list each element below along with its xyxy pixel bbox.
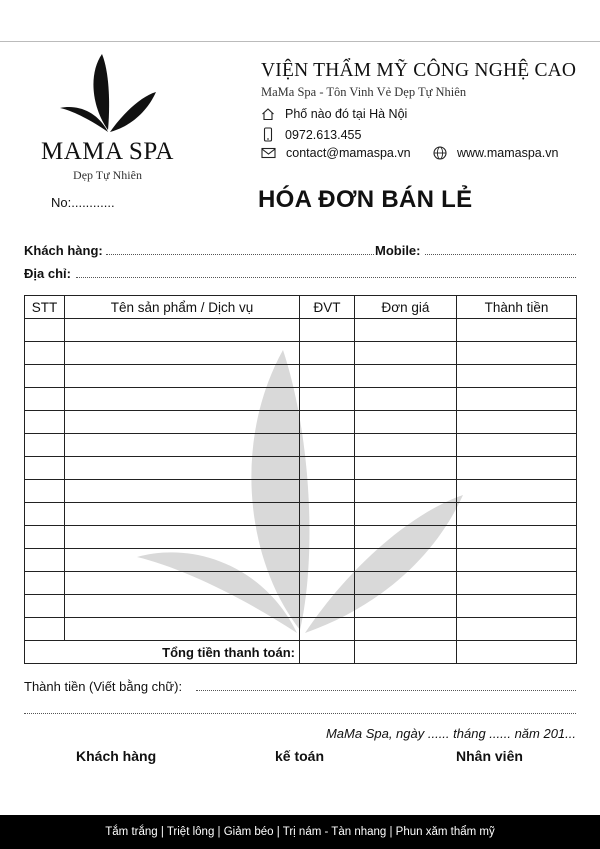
mobile-phone-icon xyxy=(261,127,275,142)
table-cell xyxy=(65,365,300,388)
table-cell xyxy=(457,595,577,618)
table-cell xyxy=(25,411,65,434)
signature-staff: Nhân viên xyxy=(456,748,523,764)
institute-title: VIỆN THẨM MỸ CÔNG NGHỆ CAO xyxy=(261,60,577,81)
services-list: Tắm trắng | Triệt lông | Giảm béo | Trị nám - Tàn nhang | Phun xăm thẩm mỹ xyxy=(105,826,495,838)
table-cell xyxy=(457,618,577,641)
table-row xyxy=(25,342,577,365)
table-cell xyxy=(457,526,577,549)
table-cell xyxy=(355,342,457,365)
table-cell xyxy=(65,549,300,572)
table-row xyxy=(25,503,577,526)
table-cell xyxy=(355,411,457,434)
table-cell xyxy=(25,365,65,388)
table-cell xyxy=(457,411,577,434)
table-cell xyxy=(25,549,65,572)
signature-customer: Khách hàng xyxy=(76,748,157,764)
services-footer-bar xyxy=(0,815,600,849)
table-cell xyxy=(65,388,300,411)
table-row xyxy=(25,480,577,503)
envelope-icon xyxy=(261,147,276,159)
table-row xyxy=(25,595,577,618)
table-cell xyxy=(25,503,65,526)
table-cell xyxy=(65,319,300,342)
table-cell xyxy=(355,434,457,457)
table-cell xyxy=(65,411,300,434)
table-cell xyxy=(457,457,577,480)
signature-accountant: kế toán xyxy=(275,748,325,764)
table-cell xyxy=(355,595,457,618)
column-header: Thành tiền xyxy=(457,296,577,319)
table-cell xyxy=(25,526,65,549)
table-cell xyxy=(457,342,577,365)
table-cell xyxy=(355,549,457,572)
table-cell xyxy=(457,434,577,457)
website-text: www.mamaspa.vn xyxy=(457,146,559,160)
table-row xyxy=(25,549,577,572)
home-icon xyxy=(261,107,275,121)
items-table xyxy=(24,295,577,664)
table-row xyxy=(25,388,577,411)
table-cell xyxy=(65,457,300,480)
table-cell xyxy=(457,503,577,526)
table-cell xyxy=(355,503,457,526)
table-cell xyxy=(355,319,457,342)
brand-name: MAMA SPA xyxy=(40,138,174,165)
table-cell xyxy=(457,480,577,503)
total-cell xyxy=(300,641,355,664)
table-cell xyxy=(300,480,355,503)
mobile-label: Mobile: xyxy=(375,243,421,258)
table-cell xyxy=(355,457,457,480)
table-cell xyxy=(65,526,300,549)
table-cell xyxy=(65,434,300,457)
table-cell xyxy=(300,526,355,549)
table-cell xyxy=(300,388,355,411)
globe-icon xyxy=(433,146,447,160)
table-cell xyxy=(25,319,65,342)
table-cell xyxy=(25,572,65,595)
table-cell xyxy=(300,365,355,388)
table-cell xyxy=(457,365,577,388)
table-cell xyxy=(355,572,457,595)
contact-phone xyxy=(261,127,361,142)
lotus-logo-icon xyxy=(58,52,158,138)
table-cell xyxy=(355,618,457,641)
table-cell xyxy=(457,549,577,572)
table-header-row xyxy=(25,296,577,319)
table-row xyxy=(25,319,577,342)
mobile-fill-line xyxy=(425,254,576,255)
table-cell xyxy=(457,572,577,595)
contact-address xyxy=(261,107,407,121)
address-label: Địa chỉ: xyxy=(24,266,71,281)
table-cell xyxy=(25,480,65,503)
table-cell xyxy=(65,480,300,503)
table-cell xyxy=(300,572,355,595)
amount-in-words-line-2 xyxy=(24,713,576,714)
total-cell xyxy=(457,641,577,664)
table-cell xyxy=(65,572,300,595)
table-cell xyxy=(355,365,457,388)
table-cell xyxy=(300,595,355,618)
email-text: contact@mamaspa.vn xyxy=(286,146,411,160)
invoice-number: No:............ xyxy=(51,195,115,210)
table-cell xyxy=(25,342,65,365)
table-cell xyxy=(355,526,457,549)
total-row xyxy=(25,641,577,664)
table-cell xyxy=(65,503,300,526)
table-cell xyxy=(457,388,577,411)
table-cell xyxy=(300,618,355,641)
table-cell xyxy=(25,457,65,480)
brand-tagline: Dẹp Tự Nhiên xyxy=(73,168,142,182)
amount-in-words-line xyxy=(196,690,576,691)
customer-label: Khách hàng: xyxy=(24,243,103,258)
table-cell xyxy=(300,434,355,457)
address-text: Phố nào đó tại Hà Nội xyxy=(285,107,408,121)
institute-slogan: MaMa Spa - Tôn Vinh Vẻ Dẹp Tự Nhiên xyxy=(261,85,467,99)
contact-website xyxy=(433,146,558,160)
column-header: Tên sản phẩm / Dịch vụ xyxy=(65,296,300,319)
phone-text: 0972.613.455 xyxy=(285,127,362,142)
items-table-body xyxy=(25,319,577,664)
table-cell xyxy=(300,503,355,526)
table-cell xyxy=(25,595,65,618)
column-header: Đơn giá xyxy=(355,296,457,319)
address-fill-line xyxy=(76,277,576,278)
table-cell xyxy=(25,618,65,641)
date-line: MaMa Spa, ngày ...... tháng ...... năm 201... xyxy=(325,726,576,741)
table-cell xyxy=(25,434,65,457)
table-cell xyxy=(300,342,355,365)
table-row xyxy=(25,457,577,480)
total-cell xyxy=(355,641,457,664)
column-header: ĐVT xyxy=(300,296,355,319)
table-cell xyxy=(355,480,457,503)
table-cell xyxy=(300,319,355,342)
total-label: Tổng tiền thanh toán: xyxy=(25,641,300,664)
table-cell xyxy=(300,549,355,572)
table-row xyxy=(25,411,577,434)
table-cell xyxy=(65,595,300,618)
contact-email xyxy=(261,146,411,160)
column-header: STT xyxy=(25,296,65,319)
table-row xyxy=(25,526,577,549)
table-row xyxy=(25,365,577,388)
table-cell xyxy=(457,319,577,342)
amount-in-words-label: Thành tiền (Viết bằng chữ): xyxy=(24,679,183,694)
table-row xyxy=(25,434,577,457)
table-row xyxy=(25,618,577,641)
table-cell xyxy=(355,388,457,411)
customer-fill-line xyxy=(106,254,374,255)
table-cell xyxy=(300,411,355,434)
table-cell xyxy=(65,618,300,641)
table-cell xyxy=(300,457,355,480)
table-cell xyxy=(65,342,300,365)
table-row xyxy=(25,572,577,595)
invoice-title: HÓA ĐƠN BÁN LẺ xyxy=(258,186,473,213)
table-cell xyxy=(25,388,65,411)
top-divider xyxy=(0,41,600,42)
